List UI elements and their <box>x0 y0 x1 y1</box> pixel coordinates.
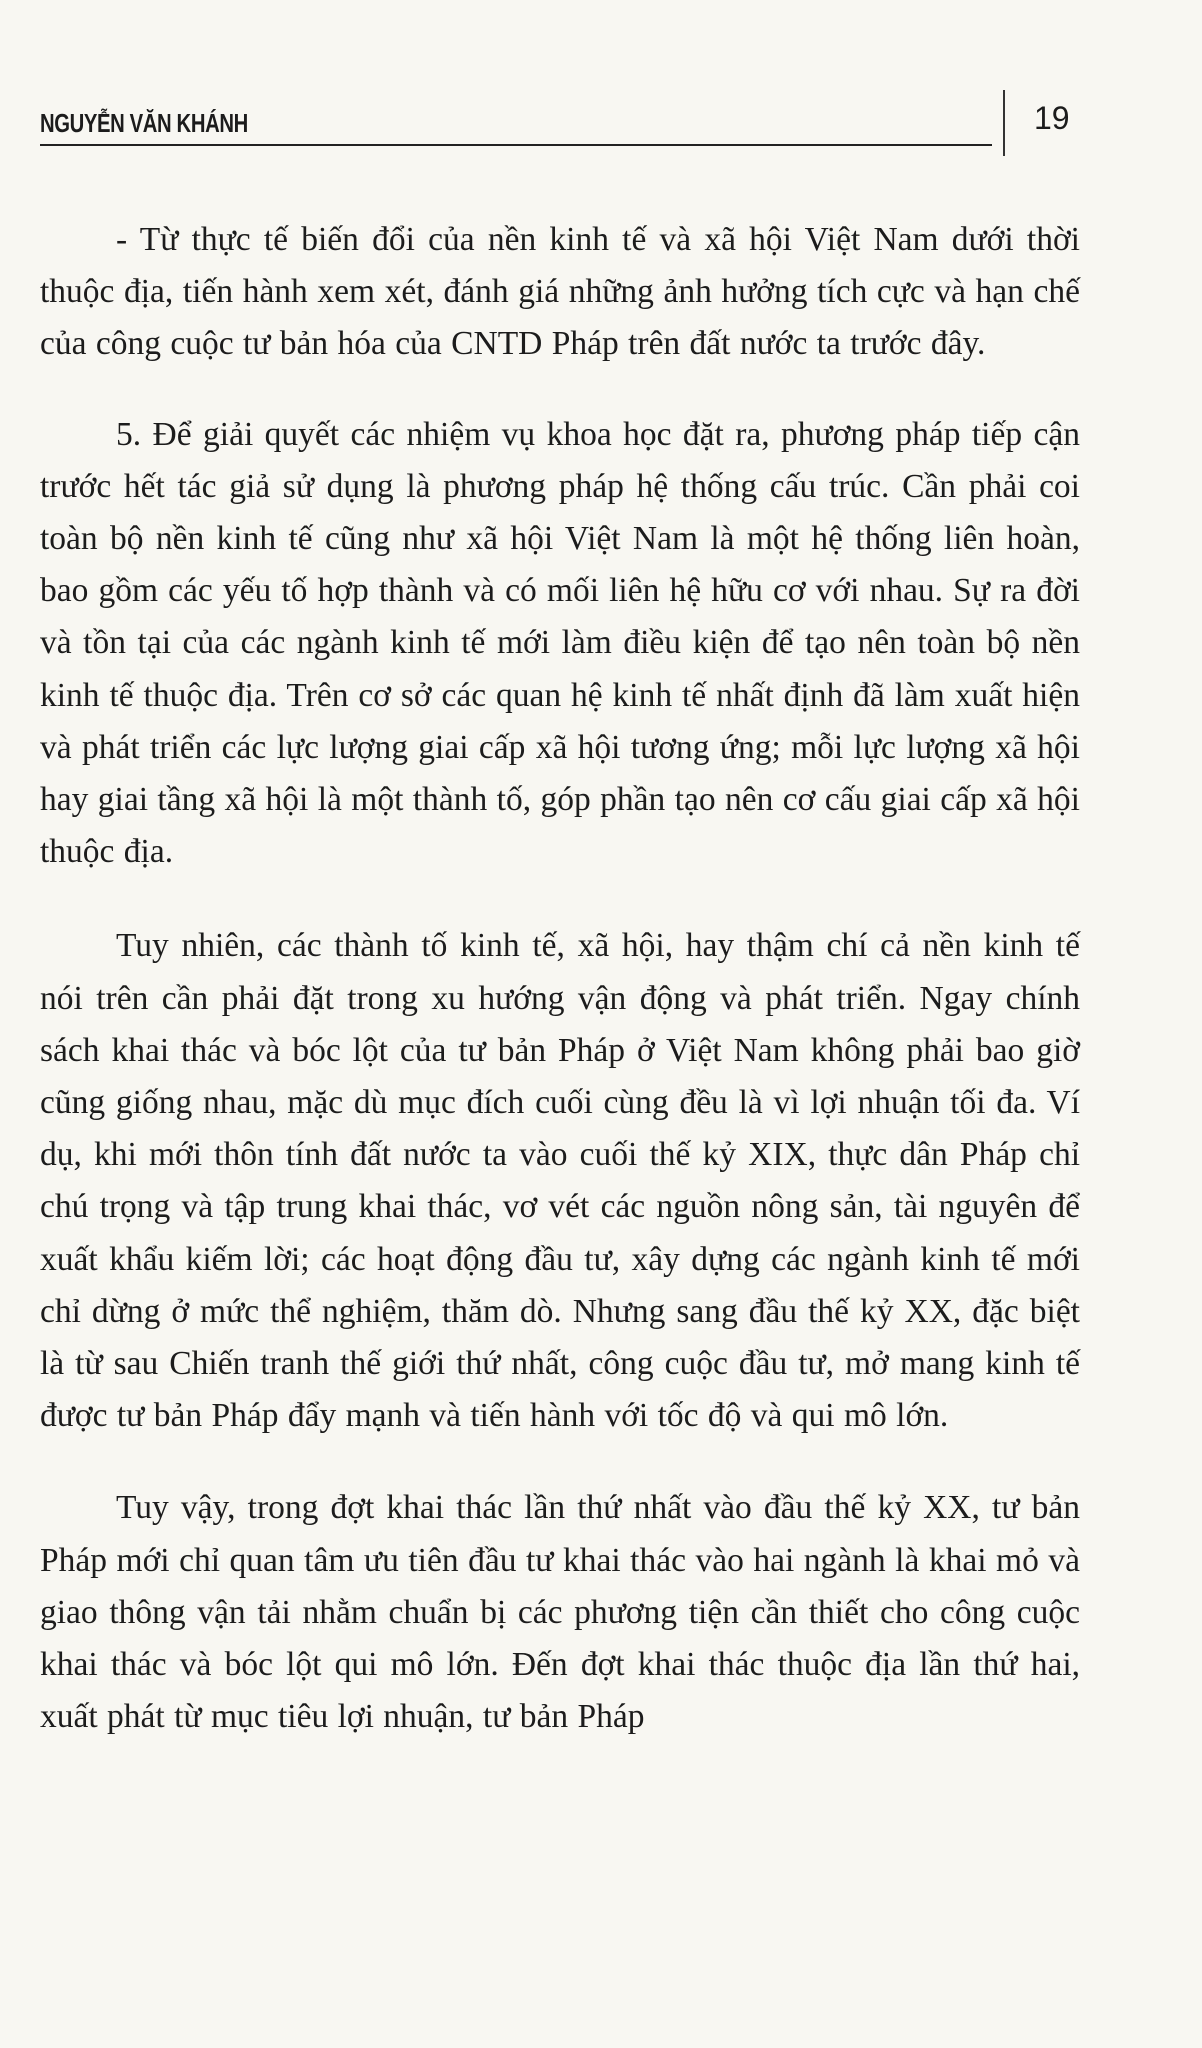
header-divider <box>1003 90 1005 156</box>
paragraph: - Từ thực tế biến đổi của nền kinh tế và xã hội Việt Nam dưới thời thuộc địa, tiến hành xem xét, đánh giá những ảnh hưởng tích cực và hạn chế của công cuộc tư bản hóa của CNTD Pháp trên đất nước ta trước đây. <box>40 221 1080 363</box>
header-rule <box>40 144 992 146</box>
author-name: NGUYỄN VĂN KHÁNH <box>40 108 248 138</box>
page-number: 19 <box>1034 100 1070 136</box>
paragraph: 5. Để giải quyết các nhiệm vụ khoa học đặt ra, phương pháp tiếp cận trước hết tác giả sử dụng là phương pháp hệ thống cấu trúc. Cần phải coi toàn bộ nền kinh tế cũng như xã hội Việt Nam là một hệ thống liên hoàn, bao gồm các yếu tố hợp thành và có mối liên hệ hữu cơ với nhau. Sự ra đời và tồn tại của các ngành kinh tế mới làm điều kiện để tạo nên toàn bộ nền kinh tế thuộc địa. Trên cơ sở các quan hệ kinh tế nhất định đã làm xuất hiện và phát triển các lực lượng giai cấp xã hội tương ứng; mỗi lực lượng xã hội hay giai tầng xã hội là một thành tố, góp phần tạo nên cơ cấu giai cấp xã hội thuộc địa. <box>40 415 1080 871</box>
page-body <box>40 214 1080 1743</box>
paragraph: Tuy nhiên, các thành tố kinh tế, xã hội, hay thậm chí cả nền kinh tế nói trên cần phải đặt trong xu hướng vận động và phát triển. Ngay chính sách khai thác và bóc lột của tư bản Pháp ở Việt Nam không phải bao giờ cũng giống nhau, mặc dù mục đích cuối cùng đều là vì lợi nhuận tối đa. Ví dụ, khi mới thôn tính đất nước ta vào cuối thế kỷ XIX, thực dân Pháp chỉ chú trọng và tập trung khai thác, vơ vét các nguồn nông sản, tài nguyên để xuất khẩu kiếm lời; các hoạt động đầu tư, xây dựng các ngành kinh tế mới chỉ dừng ở mức thể nghiệm, thăm dò. Nhưng sang đầu thế kỷ XX, đặc biệt là từ sau Chiến tranh thế giới thứ nhất, công cuộc đầu tư, mở mang kinh tế được tư bản Pháp đẩy mạnh và tiến hành với tốc độ và qui mô lớn. <box>40 927 1080 1435</box>
paragraph: Tuy vậy, trong đợt khai thác lần thứ nhất vào đầu thế kỷ XX, tư bản Pháp mới chỉ quan tâm ưu tiên đầu tư khai thác vào hai ngành là khai mỏ và giao thông vận tải nhằm chuẩn bị các phương tiện cần thiết cho công cuộc khai thác và bóc lột qui mô lớn. Đến đợt khai thác thuộc địa lần thứ hai, xuất phát từ mục tiêu lợi nhuận, tư bản Pháp <box>40 1489 1080 1736</box>
running-header <box>40 104 992 148</box>
